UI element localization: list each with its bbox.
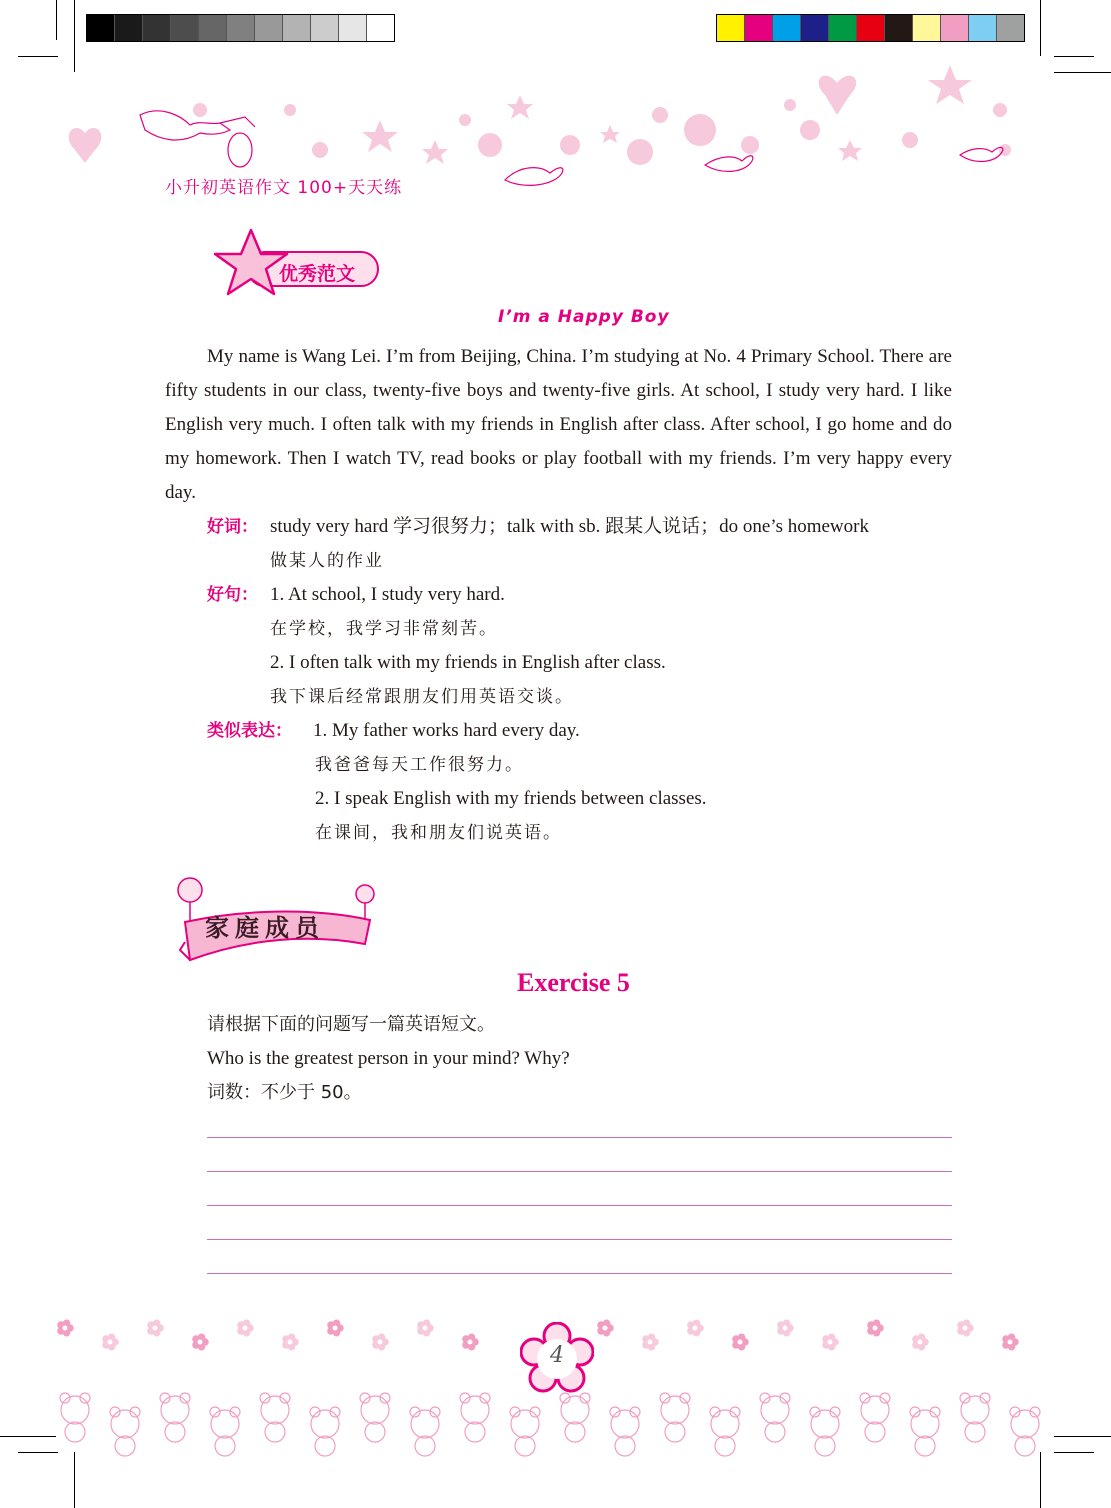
gray-swatch [283, 15, 311, 41]
writing-line[interactable] [207, 1273, 952, 1274]
gray-swatch [255, 15, 283, 41]
section-badge [203, 228, 383, 303]
bear-icon [110, 1407, 140, 1456]
flower-icon [957, 1319, 974, 1336]
gray-swatch [115, 15, 143, 41]
good-sentence-1-en: 1. At school, I study very hard. [270, 584, 505, 605]
gray-swatch [367, 15, 394, 41]
similar-2-cn: 在课间，我和朋友们说英语。 [315, 823, 562, 843]
bear-icon [610, 1407, 640, 1456]
bear-icon [360, 1393, 390, 1442]
grayscale-color-bar [86, 14, 395, 42]
color-swatch [857, 15, 885, 41]
flower-icon [867, 1319, 884, 1336]
bear-icon [260, 1393, 290, 1442]
color-swatch [801, 15, 829, 41]
flower-icon [687, 1319, 704, 1336]
bear-icon [160, 1393, 190, 1442]
heart-icon [819, 76, 857, 115]
bear-icon [560, 1393, 590, 1442]
bear-icon [860, 1393, 890, 1442]
writing-line[interactable] [207, 1205, 952, 1206]
star-icon [422, 140, 448, 164]
exercise-word-count: 词数：不少于 50。 [207, 1082, 362, 1103]
bear-icon [460, 1393, 490, 1442]
star-icon [838, 140, 862, 161]
process-color-bar [716, 14, 1025, 42]
flower-icon [192, 1333, 209, 1350]
exercise-instruction: 请根据下面的问题写一篇英语短文。 [207, 1014, 495, 1035]
bear-icon [60, 1393, 90, 1442]
bear-icon [760, 1393, 790, 1442]
bear-icon [960, 1393, 990, 1442]
flower-icon [777, 1319, 794, 1336]
bird-icon [505, 168, 563, 186]
similar-label [207, 714, 292, 748]
stork-icon [140, 111, 230, 140]
color-swatch [773, 15, 801, 41]
bundle-icon [228, 133, 252, 167]
similar-label-text: 类似表达： [207, 721, 292, 741]
color-swatch [997, 15, 1024, 41]
good-sentences-label [207, 578, 258, 612]
gray-swatch [171, 15, 199, 41]
flower-icon [57, 1319, 74, 1336]
flower-icon [822, 1333, 839, 1350]
bear-icon [810, 1407, 840, 1456]
good-words-label-text: 好词： [207, 517, 258, 537]
essay-paragraph: My name is Wang Lei. I’m from Beijing, China. I’m studying at No. 4 Primary School. There are fifty students in our class, twenty-five boys and twenty-five girls. At school, I study very hard. I like English very much. I often talk with my friends in English after class. After school, I go home and do my homework. Then I watch TV, read books or play football with my friends. I’m very happy every day. [165, 346, 952, 503]
good-words-line2: 做某人的作业 [270, 551, 384, 571]
similar-2-en: 2. I speak English with my friends between classes. [315, 788, 707, 809]
gray-swatch [227, 15, 255, 41]
flower-icon [327, 1319, 344, 1336]
flower-icon [147, 1319, 164, 1336]
flower-icon [372, 1333, 389, 1350]
similar-1-cn: 我爸爸每天工作很努力。 [315, 755, 524, 775]
flower-icon [102, 1333, 119, 1350]
bear-icon [660, 1393, 690, 1442]
color-swatch [941, 15, 969, 41]
topic-badge [160, 872, 380, 967]
star-icon [928, 65, 972, 104]
bird-icon [960, 147, 1003, 161]
writing-line[interactable] [207, 1171, 952, 1172]
color-swatch [829, 15, 857, 41]
exercise-title: Exercise 5 [517, 968, 630, 997]
gray-swatch [87, 15, 115, 41]
similar-1-en: 1. My father works hard every day. [313, 720, 580, 741]
color-swatch [885, 15, 913, 41]
page-number: 4 [550, 1343, 564, 1368]
good-words-label [207, 510, 258, 544]
flower-icon [642, 1333, 659, 1350]
bear-icon [310, 1407, 340, 1456]
flower-icon [732, 1333, 749, 1350]
book-title: 小升初英语作文 100+天天练 [165, 178, 403, 198]
bear-icon [710, 1407, 740, 1456]
good-words-line1: study very hard 学习很努力；talk with sb. 跟某人说话；do one’s homework [270, 516, 869, 537]
writing-line[interactable] [207, 1137, 952, 1138]
star-icon [362, 120, 398, 152]
good-sentences-label-text: 好句： [207, 585, 258, 605]
flower-icon [597, 1319, 614, 1336]
good-sentence-1-cn: 在学校，我学习非常刻苦。 [270, 619, 498, 639]
bird-icon [705, 156, 753, 172]
writing-line[interactable] [207, 1239, 952, 1240]
section-badge-label: 优秀范文 [279, 263, 356, 285]
color-swatch [745, 15, 773, 41]
essay-title: I’m a Happy Boy [498, 307, 670, 327]
gray-swatch [199, 15, 227, 41]
heart-icon [69, 128, 102, 163]
good-sentence-2-cn: 我下课后经常跟朋友们用英语交谈。 [270, 687, 574, 707]
color-swatch [717, 15, 745, 41]
good-sentence-2-en: 2. I often talk with my friends in English after class. [270, 652, 666, 673]
flower-icon [282, 1333, 299, 1350]
flower-icon [237, 1319, 254, 1336]
color-swatch [913, 15, 941, 41]
gray-swatch [311, 15, 339, 41]
bear-icon [910, 1407, 940, 1456]
bear-icon [1010, 1407, 1040, 1456]
topic-badge-label: 家庭成员 [205, 914, 325, 942]
bear-icon [510, 1407, 540, 1456]
flower-icon [417, 1319, 434, 1336]
bear-icon [210, 1407, 240, 1456]
color-swatch [969, 15, 997, 41]
exercise-question: Who is the greatest person in your mind? Why? [207, 1048, 570, 1069]
flower-icon [1002, 1333, 1019, 1350]
gray-swatch [143, 15, 171, 41]
flower-icon [462, 1333, 479, 1350]
gray-swatch [339, 15, 367, 41]
flower-icon [912, 1333, 929, 1350]
bear-icon [410, 1407, 440, 1456]
star-icon [507, 95, 533, 119]
star-icon [600, 125, 620, 143]
